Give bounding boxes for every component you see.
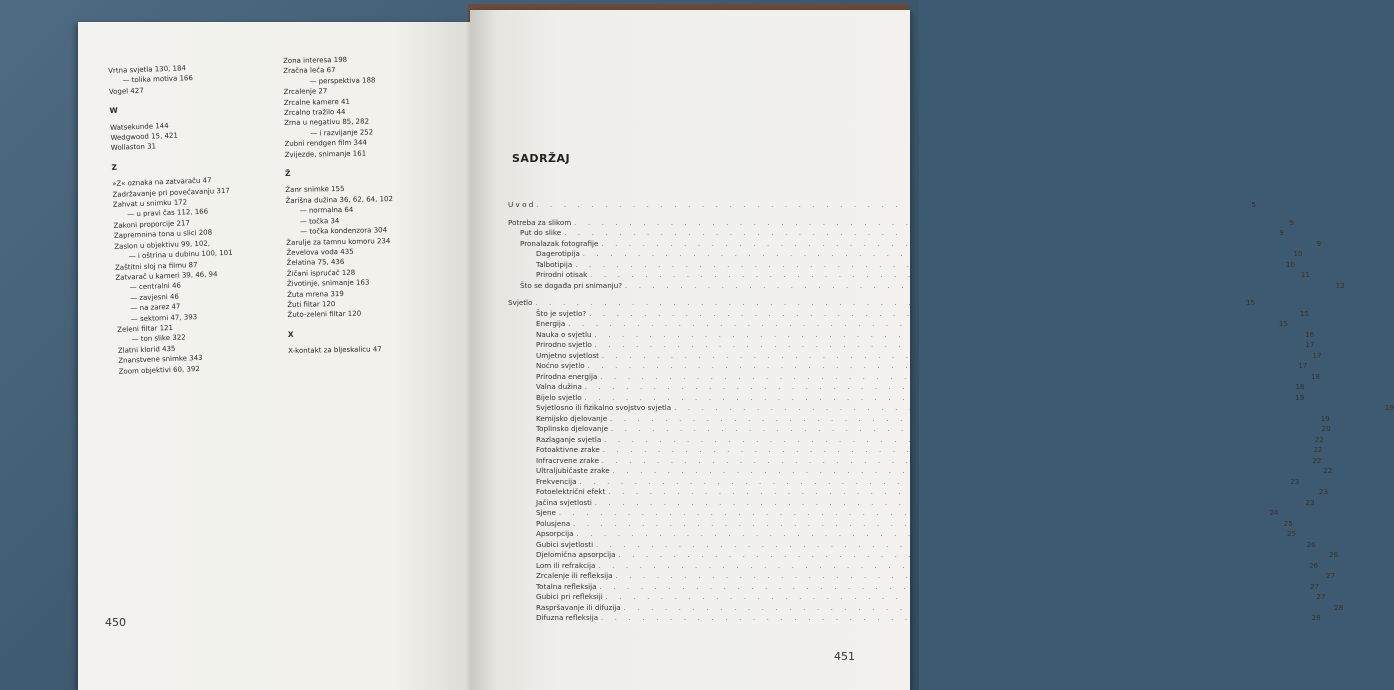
toc-entry-title: Toplinsko djelovanje [536,424,609,433]
toc-entry-title: Valna dužina [536,382,582,391]
toc-entry-title: Djelomična apsorpcija [536,550,616,559]
toc-entry-page: 17 [1305,340,1315,349]
toc-entry-title: Prirodna energija [536,371,598,381]
toc-entry [508,550,1339,561]
toc-entry-page: 18 [1295,382,1305,391]
toc-entry [508,217,1294,229]
toc-entry-title: Infracrvene zrake [536,455,599,465]
toc-entry-page: 16 [1305,329,1315,339]
index-entry: Wedgwood 15, 421 [110,131,179,142]
index-entry: — na zarez 47 [130,302,181,313]
toc-leader-dots: . . . . . . . . . . . . . . . . . . . . . . . . . . . . . . . . . . . . . . . . . . . . . . . . . . . [623,604,1322,612]
toc-entry-page: 19 [1384,403,1394,412]
index-column-left [108,62,237,377]
toc-entry-title: Prirodno svjetlo [536,340,592,349]
index-entry: Vogel 427 [108,86,144,96]
toc-entry-page: 22 [1314,434,1324,444]
toc-entry-page: 11 [1300,270,1310,279]
toc-leader-dots: . . . . . . . . . . . . . . . . . . . . . . . . . . . . . . . . . . . . . . . . . . . . . . . . . . . [602,447,1301,454]
index-entry: »Z« oznaka na zatvaraču 47 [111,176,212,189]
table-of-contents [508,200,1394,624]
toc-leader-dots: . . . . . . . . . . . . . . . . . . . . . . . . . . . . . . . . . . . . . . . . . . . . . . . . . . . [535,300,1234,307]
index-entry: Ževelova voda 435 [286,247,354,257]
toc-entry-page: 28 [1311,613,1321,622]
toc-entry [508,308,1309,320]
toc-entry-title: Što je svjetlo? [536,308,587,318]
toc-entry-page: 9 [1289,217,1294,227]
toc-entry [508,613,1321,624]
index-entry: Zapremnina tona u slici 208 [113,228,213,241]
toc-entry-page: 22 [1313,445,1323,454]
toc-entry [508,329,1315,341]
toc-entry-title: Svjetlosno ili fizikalno svojstvo svjetla [536,403,672,412]
toc-leader-dots: . . . . . . . . . . . . . . . . . . . . . . . . . . . . . . . . . . . . . . . . . . . . . . . . . . . [612,468,1311,475]
index-entry: Zona interesa 198 [283,55,348,65]
toc-leader-dots: . . . . . . . . . . . . . . . . . . . . . . . . . . . . . . . . . . . . . . . . . . . . . . . . . . . [573,520,1271,528]
toc-leader-dots: . . . . . . . . . . . . . . . . . . . . . . . . . . . . . . . . . . . . . . . . . . . . . . . . . . . [598,562,1297,570]
index-entry: Vrtna svjetla 130, 184 [108,64,187,75]
index-entry: Žanr snimke 155 [285,185,345,195]
toc-entry-title: Lom ili refrakcija [536,560,596,570]
index-entry: — i oštrina u dubinu 100, 101 [128,248,233,261]
toc-entry-page: 15 [1245,298,1256,307]
left-page [78,22,474,690]
toc-entry-page: 22 [1323,466,1333,475]
toc-entry [508,228,1284,239]
toc-entry [508,413,1330,425]
toc-leader-dots: . . . . . . . . . . . . . . . . . . . . . . . . . . . . . . . . . . . . . . . . . . . . . . . . . . . [590,272,1288,279]
toc-entry-title: Nauka o svjetlu [536,329,592,339]
toc-leader-dots: . . . . . . . . . . . . . . . . . . . . . . . . . . . . . . . . . . . . . . . . . . . . . . . . . . . [584,394,1283,402]
toc-entry [508,434,1324,446]
toc-entry [508,508,1279,519]
index-entry: — i razvijanje 252 [310,128,374,138]
index-entry: Zakoni proporcije 217 [113,219,190,230]
toc-leader-dots: . . . . . . . . . . . . . . . . . . . . . . . . . . . . . . . . . . . . . . . . . . . . . . . . . . . [601,457,1300,465]
page-number-right: 451 [834,650,855,663]
index-entry: Zlatni klorid 435 [117,344,176,355]
toc-entry [508,392,1305,404]
index-entry: — centralni 46 [129,281,182,292]
toc-entry [508,424,1331,435]
toc-leader-dots: . . . . . . . . . . . . . . . . . . . . . . . . . . . . . . . . . . . . . . . . . . . . . . . . . . . [600,373,1298,381]
toc-leader-dots: . . . . . . . . . . . . . . . . . . . . . . . . . . . . . . . . . . . . . . . . . . . . . . . . . . . [594,331,1293,339]
toc-entry-page: 19 [1320,413,1330,423]
index-entry: Znanstvene snimke 343 [118,354,203,365]
toc-leader-dots: . . . . . . . . . . . . . . . . . . . . . . . . . . . . . . . . . . . . . . . . . . . . . . . . . . . [674,405,1372,412]
toc-leader-dots: . . . . . . . . . . . . . . . . . . . . . . . . . . . . . . . . . . . . . . . . . . . . . . . . . . . [594,342,1293,349]
toc-entry-title: Difuzna refleksija [536,613,599,622]
toc-entry-page: 9 [1316,238,1322,248]
index-entry: — u pravi čas 112, 166 [127,208,209,219]
toc-entry-page: 26 [1308,560,1319,570]
toc-entry [508,382,1305,393]
index-entry: X-kontakt za bljeskalicu 47 [288,345,382,356]
toc-entry-page: 17 [1298,361,1308,370]
toc-entry [508,560,1319,572]
toc-leader-dots: . . . . . . . . . . . . . . . . . . . . . . . . . . . . . . . . . . . . . . . . . . . . . . . . . . . [596,541,1294,549]
index-entry: Zračna leća 67 [283,66,336,76]
toc-entry [508,529,1297,540]
toc-entry-title: Umjetno svjetlost [536,350,599,360]
toc-entry-title: Talbotipija [536,259,573,269]
toc-entry [508,592,1326,603]
toc-entry-page: 26 [1329,550,1339,559]
index-entry: Zrcalenje 27 [283,87,328,97]
toc-entry-title: Pronalazak fotografije [520,238,599,248]
index-entry: Zadržavanje pri povećavanju 317 [112,186,230,199]
toc-entry-page: 19 [1295,392,1305,402]
toc-leader-dots: . . . . . . . . . . . . . . . . . . . . . . . . . . . . . . . . . . . . . . . . . . . . . . . . . . . [615,573,1314,580]
toc-entry-page: 27 [1310,581,1320,591]
toc-leader-dots: . . . . . . . . . . . . . . . . . . . . . . . . . . . . . . . . . . . . . . . . . . . . . . . . . . . [601,615,1299,622]
index-entry: — točka kondenzora 304 [300,226,388,236]
toc-entry [508,466,1333,477]
toc-entry [508,602,1344,614]
index-entry: Zrna u negativu 85, 282 [284,117,370,128]
toc-entry [508,319,1288,330]
toc-entry-title: Zrcalenje ili refleksija [536,571,613,580]
toc-leader-dots: . . . . . . . . . . . . . . . . . . . . . . . . . . . . . . . . . . . . . . . . . . . . . . . . . . . [584,384,1283,391]
toc-entry-page: 26 [1306,539,1316,549]
index-entry: Žičani isprućač 128 [286,268,356,278]
toc-entry [508,238,1322,250]
toc-entry-title: Frekvencija [536,476,577,486]
toc-leader-dots: . . . . . . . . . . . . . . . . . . . . . . . . . . . . . . . . . . . . . . . . . . . . . . . . . . . [605,594,1304,601]
index-entry: Wollaston 31 [110,142,157,153]
toc-entry-title: Prirodni otisak [536,270,588,279]
toc-entry [508,518,1293,530]
index-entry: — sektorni 47, 393 [130,312,198,323]
index-letter-heading: X [287,329,294,339]
toc-entry-page: 27 [1316,592,1326,601]
toc-entry [508,371,1320,383]
index-column-right [283,54,396,356]
toc-entry-title: Fotoelektrični efekt [536,487,606,496]
toc-leader-dots: . . . . . . . . . . . . . . . . . . . . . . . . . . . . . . . . . . . . . . . . . . . . . . . . . . . [594,499,1293,507]
toc-entry-title: Svjetlo [508,298,533,307]
toc-leader-dots: . . . . . . . . . . . . . . . . . . . . . . . . . . . . . . . . . . . . . . . . . . . . . . . . . . . [604,436,1302,444]
toc-entry-page: 24 [1269,508,1279,517]
toc-entry [508,361,1308,372]
index-entry: Žuti filtar 120 [287,300,336,309]
toc-leader-dots: . . . . . . . . . . . . . . . . . . . . . . . . . . . . . . . . . . . . . . . . . . . . . . . . . . . [599,583,1298,591]
toc-leader-dots: . . . . . . . . . . . . . . . . . . . . . . . . . . . . . . . . . . . . . . . . . . . . . . . . . . . [589,310,1287,318]
toc-entry-title: Energija [536,319,566,328]
toc-entry [508,539,1316,551]
toc-title: SADRŽAJ [512,152,571,165]
toc-entry-title: Dagerotipija [536,249,580,258]
toc-leader-dots: . . . . . . . . . . . . . . . . . . . . . . . . . . . . . . . . . . . . . . . . . . . . . . . . . . . [568,321,1266,328]
toc-entry [508,259,1295,271]
toc-entry [508,403,1394,414]
toc-entry-page: 28 [1334,602,1344,612]
toc-entry-page: 23 [1290,476,1300,486]
toc-entry-title: Totalna refleksija [536,581,597,591]
toc-leader-dots: . . . . . . . . . . . . . . . . . . . . . . . . . . . . . . . . . . . . . . . . . . . . . . . . . . . [601,352,1300,360]
index-entry: Zaslon u objektivu 99, 102, [114,239,211,251]
toc-entry-title: Potreba za slikom [508,217,572,227]
toc-entry-page: 9 [1279,228,1284,237]
toc-leader-dots: . . . . . . . . . . . . . . . . . . . . . . . . . . . . . . . . . . . . . . . . . . . . . . . . . . . [587,363,1286,370]
toc-entry [508,200,1256,211]
toc-leader-dots: . . . . . . . . . . . . . . . . . . . . . . . . . . . . . . . . . . . . . . . . . . . . . . . . . . . [558,510,1257,517]
toc-entry [508,581,1320,593]
toc-entry-title: Razlaganje svjetla [536,434,602,444]
toc-entry [508,350,1322,362]
toc-entry [508,340,1315,351]
toc-leader-dots: . . . . . . . . . . . . . . . . . . . . . . . . . . . . . . . . . . . . . . . . . . . . . . . . . . . [579,478,1278,486]
toc-entry-title: Bijelo svjetlo [536,392,582,402]
toc-entry-title: Polusjena [536,518,571,528]
index-entry: Zvijezde, snimanje 161 [284,149,367,159]
toc-entry-title: Kemijsko djelovanje [536,413,608,423]
toc-entry-page: 25 [1286,529,1297,538]
index-entry: Životinje, snimanje 163 [286,278,370,289]
toc-leader-dots: . . . . . . . . . . . . . . . . . . . . . . . . . . . . . . . . . . . . . . . . . . . . . . . . . . . [575,261,1273,269]
index-letter-heading: Ž [284,168,291,179]
toc-entry [508,249,1303,260]
toc-entry-title: Apsorpcija [536,529,574,538]
toc-entry-title: Put do slike [520,228,562,237]
index-entry: Zeleni filtar 121 [117,323,174,334]
toc-entry-page: 15 [1278,319,1288,328]
index-entry: — točka 34 [299,216,340,226]
toc-leader-dots: . . . . . . . . . . . . . . . . . . . . . . . . . . . . . . . . . . . . . . . . . . . . . . . . . . . [611,426,1309,433]
toc-entry-page: 18 [1310,371,1320,381]
toc-entry [508,445,1323,456]
toc-leader-dots: . . . . . . . . . . . . . . . . . . . . . . . . . . . . . . . . . . . . . . . . . . . . . . . . . . . [601,240,1300,248]
toc-entry-title: Gubici pri refleksiji [536,592,603,601]
index-letter-heading: W [109,105,118,116]
toc-entry-page: 23 [1318,487,1329,496]
toc-leader-dots: . . . . . . . . . . . . . . . . . . . . . . . . . . . . . . . . . . . . . . . . . . . . . . . . . . . [582,251,1281,258]
index-entry: — tolika motiva 166 [122,74,194,85]
toc-leader-dots: . . . . . . . . . . . . . . . . . . . . . . . . . . . . . . . . . . . . . . . . . . . . . . . . . . . [576,531,1275,538]
toc-entry-title: Sjene [536,508,556,517]
toc-entry-title: Što se događa pri snimanju? [520,280,623,290]
index-entry: Želatina 75, 436 [286,258,345,268]
toc-entry-page: 22 [1312,455,1322,465]
toc-entry-title: Fotoaktivne zrake [536,445,600,454]
toc-leader-dots: . . . . . . . . . . . . . . . . . . . . . . . . . . . . . . . . . . . . . . . . . . . . . . . . . . . [625,282,1323,290]
toc-entry-title: Raspršavanje ili difuzija [536,602,621,612]
page-number-left: 450 [105,616,126,629]
toc-entry-page: 17 [1312,350,1322,360]
index-entry: Zrcalne kamere 41 [283,97,350,107]
toc-entry [508,476,1300,488]
toc-entry-title: Jačina svjetlosti [536,497,592,507]
toc-leader-dots: . . . . . . . . . . . . . . . . . . . . . . . . . . . . . . . . . . . . . . . . . . . . . . . . . . . [610,415,1308,423]
index-entry: Zatvarač u kameri 39, 46, 94 [115,270,218,282]
index-entry: — ton slike 322 [131,333,186,344]
toc-entry-page: 25 [1283,518,1293,528]
toc-entry [508,487,1329,498]
toc-leader-dots: . . . . . . . . . . . . . . . . . . . . . . . . . . . . . . . . . . . . . . . . . . . . . . . . . . . [618,552,1317,559]
toc-leader-dots: . . . . . . . . . . . . . . . . . . . . . . . . . . . . . . . . . . . . . . . . . . . . . . . . . . . [536,202,1234,209]
toc-entry-page: 10 [1293,249,1303,258]
right-page [470,10,1394,690]
toc-entry-title: U v o d [508,200,534,209]
index-letter-heading: Z [111,162,118,172]
index-entry: Zaštitni sloj na filmu 87 [114,260,198,272]
toc-leader-dots: . . . . . . . . . . . . . . . . . . . . . . . . . . . . . . . . . . . . . . . . . . . . . . . . . . . [564,230,1262,237]
toc-entry-title: Ultraljubičaste zrake [536,466,610,475]
toc-entry-title: Noćno svjetlo [536,361,585,370]
toc-entry-page: 10 [1285,259,1295,269]
index-entry: — zavjesni 46 [129,292,179,303]
toc-entry-page: 23 [1305,497,1315,507]
index-entry: Žarišna dužina 36, 62, 64, 102 [285,194,393,205]
index-entry: — normalna 64 [299,206,354,216]
index-entry: Žarulje za tamnu komoru 234 [286,236,391,247]
index-entry: Zoom objektivi 60, 392 [118,364,200,376]
toc-entry-page: 27 [1326,571,1336,580]
toc-entry-page: 15 [1299,308,1309,318]
index-entry: Žuta mrena 319 [287,289,344,299]
toc-entry-page: 12 [1335,280,1345,290]
toc-entry [508,298,1256,309]
index-entry: — perspektiva 188 [309,76,376,86]
toc-entry [508,270,1310,281]
index-entry: Žuto-zeleni filtar 120 [287,310,362,320]
index-entry: Zahvat u snimku 172 [112,198,188,209]
toc-entry-page: 20 [1321,424,1331,433]
toc-entry [508,497,1315,509]
toc-entry-page: 5 [1251,200,1256,209]
toc-leader-dots: . . . . . . . . . . . . . . . . . . . . . . . . . . . . . . . . . . . . . . . . . . . . . . . . . . . [574,219,1272,227]
toc-entry [508,280,1345,292]
index-entry: Zrcalno tražilo 44 [283,107,346,118]
index-entry: Watsekunde 144 [110,121,169,132]
toc-entry-title: Gubici svjetlosti [536,539,594,549]
toc-leader-dots: . . . . . . . . . . . . . . . . . . . . . . . . . . . . . . . . . . . . . . . . . . . . . . . . . . . [608,489,1307,496]
toc-entry [508,571,1336,582]
toc-entry [508,455,1322,467]
index-entry: Zubni rendgen film 344 [284,138,367,149]
